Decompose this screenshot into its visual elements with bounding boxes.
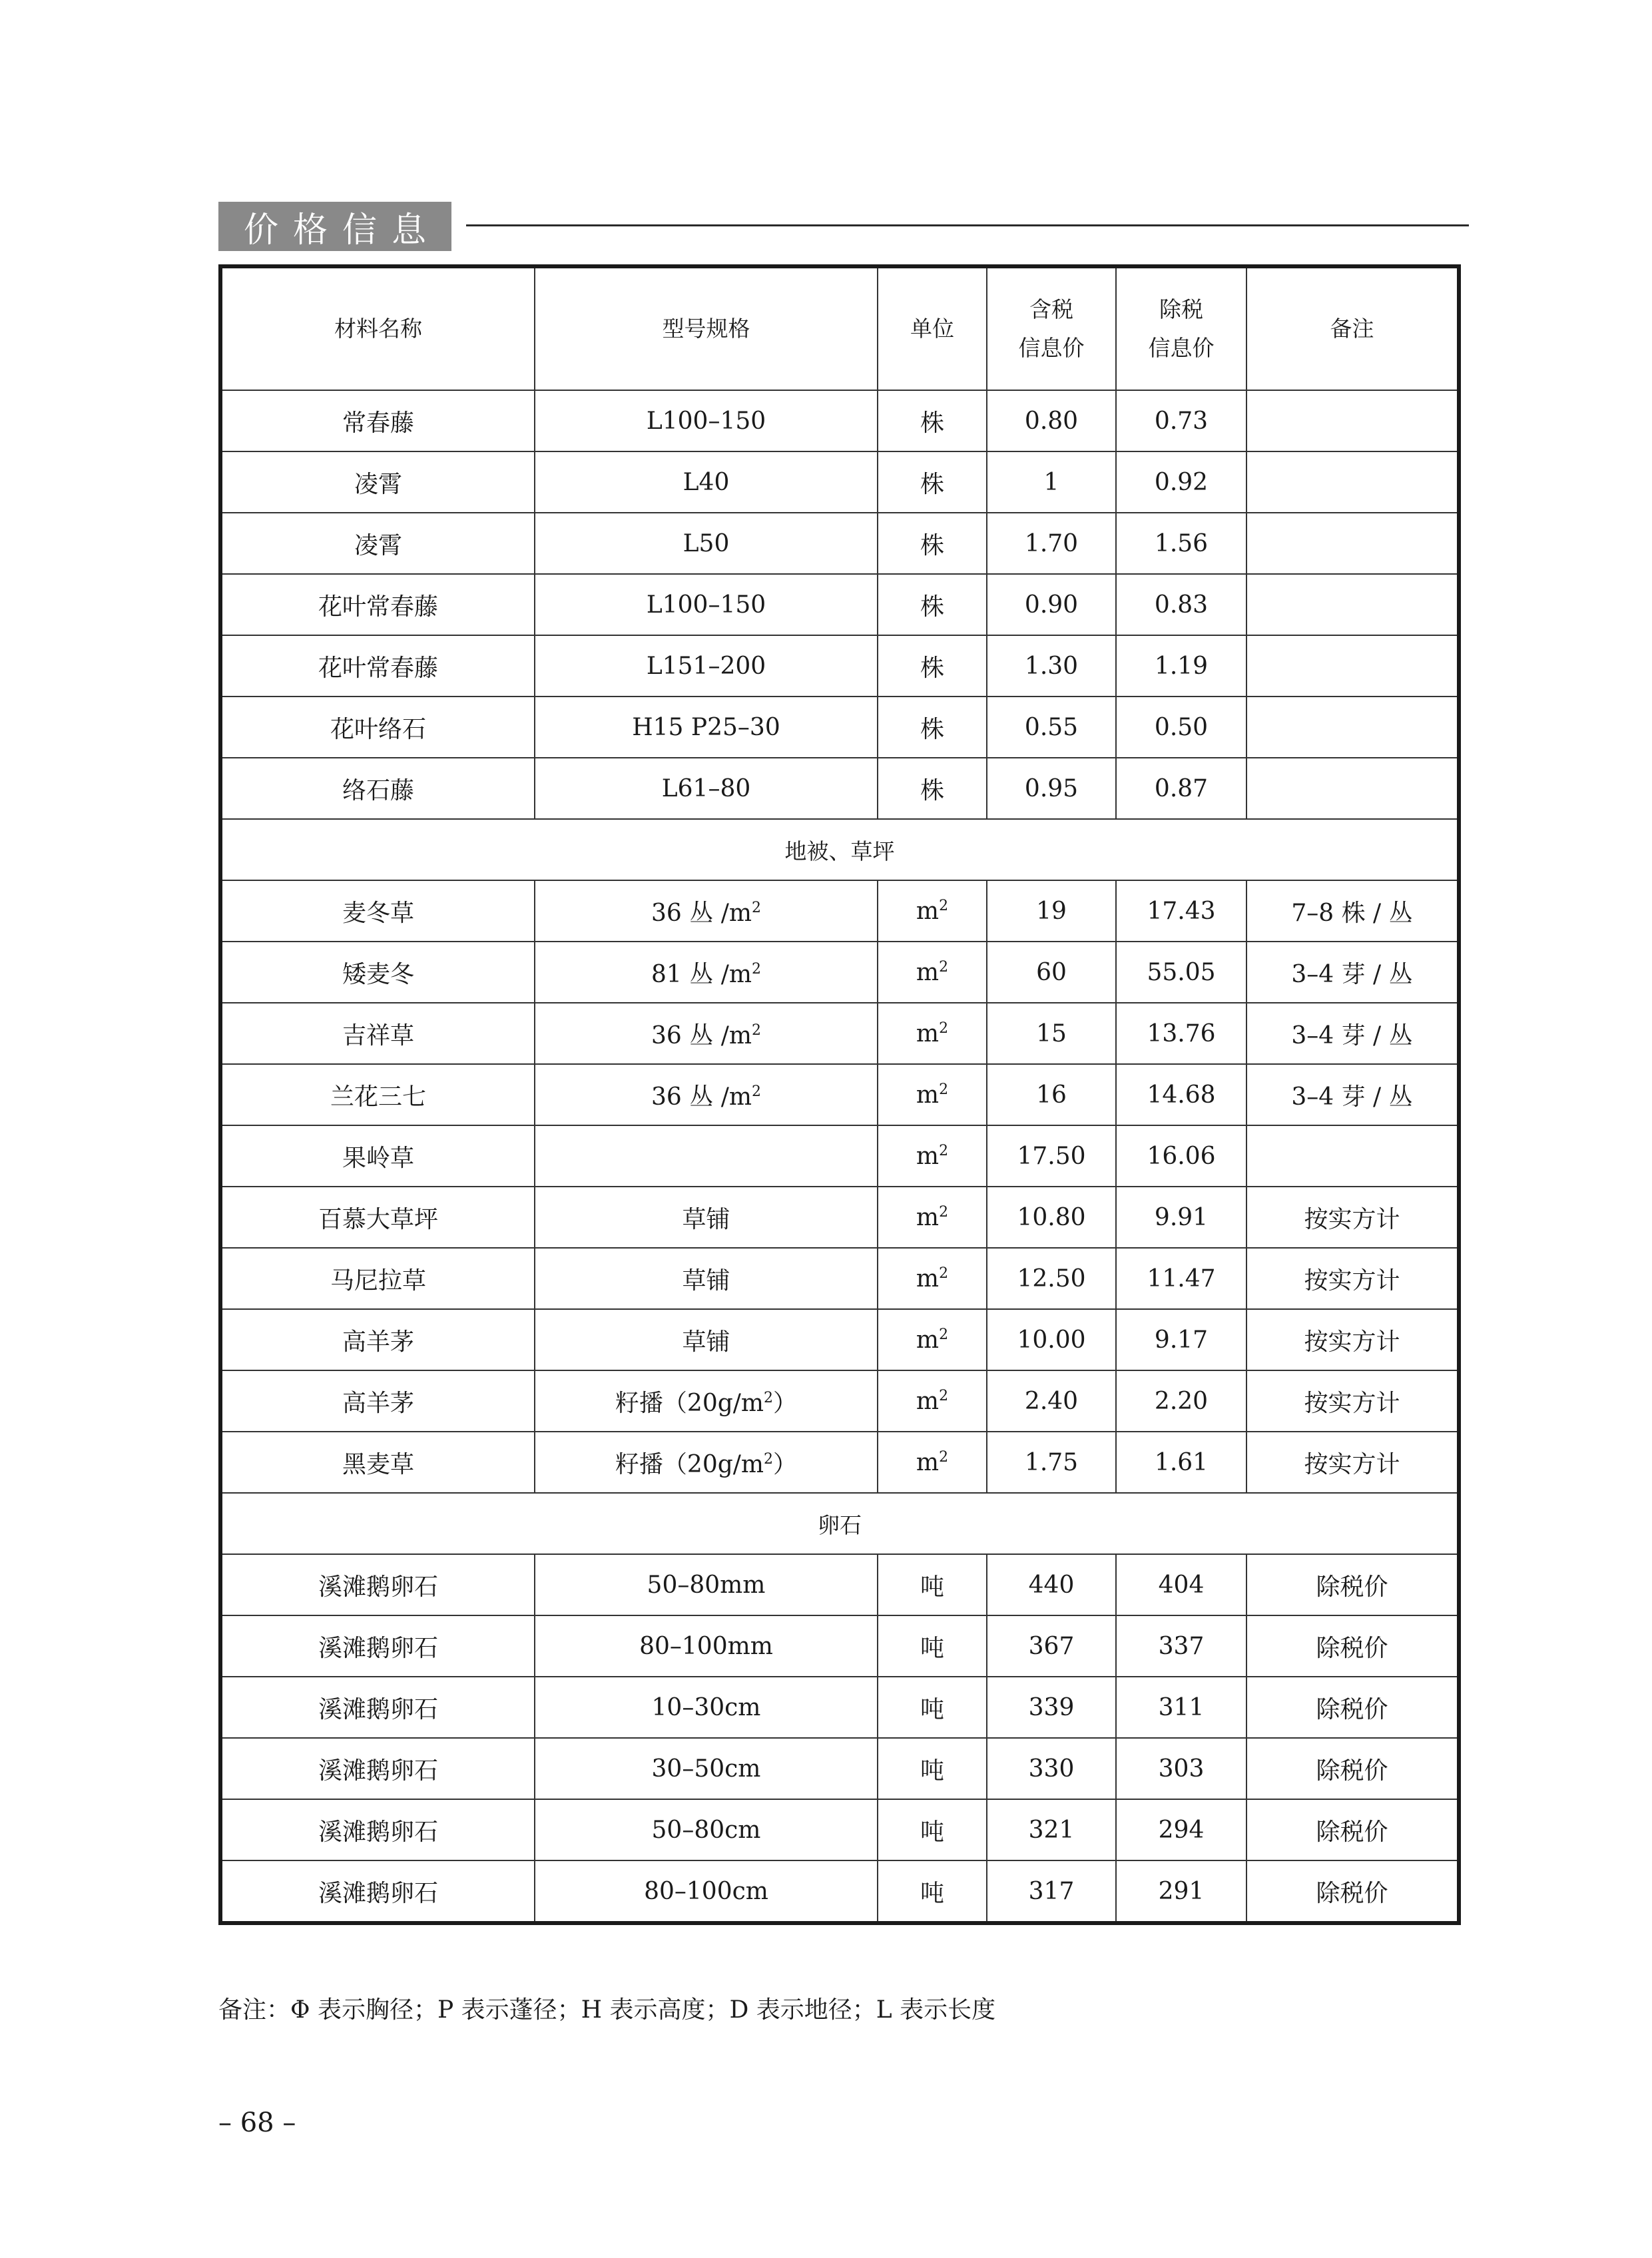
cell-unit-text: m: [916, 1326, 940, 1354]
cell-spec-text: 草铺: [682, 1328, 730, 1356]
table-row: [220, 574, 1459, 635]
cell-tax-included-price: 2.40: [987, 1370, 1116, 1432]
col-header-spec: 型号规格: [535, 266, 878, 390]
cell-tax-excluded-price: 311: [1116, 1677, 1246, 1738]
cell-spec: [535, 1615, 878, 1677]
cell-spec-text: 10–30cm: [651, 1693, 761, 1721]
cell-tax-excluded-price: 11.47: [1116, 1248, 1246, 1309]
cell-name: 百慕大草坪: [220, 1187, 535, 1248]
cell-unit-superscript: 2: [939, 1081, 949, 1098]
cell-tax-excluded-price: 1.61: [1116, 1432, 1246, 1493]
cell-spec-superscript: 2: [764, 1389, 774, 1406]
table-row: [220, 1799, 1459, 1860]
table-row: [220, 697, 1459, 758]
table-row: [220, 1860, 1459, 1923]
cell-spec: [535, 1248, 878, 1309]
cell-remark: 除税价: [1246, 1799, 1459, 1860]
cell-tax-excluded-price: 2.20: [1116, 1370, 1246, 1432]
cell-unit: [878, 1003, 987, 1064]
cell-unit-text: 株: [920, 593, 944, 621]
cell-unit: [878, 1677, 987, 1738]
section-heading-pebbles: 卵石: [220, 1493, 1459, 1554]
cell-spec-text: 36 丛 /m: [651, 1083, 752, 1111]
cell-unit-text: m: [916, 958, 940, 986]
cell-unit-text: m: [916, 1448, 940, 1476]
cell-spec-text: L40: [683, 468, 730, 496]
cell-tax-included-price: 317: [987, 1860, 1116, 1923]
header-rule: [466, 224, 1469, 226]
cell-spec: [535, 880, 878, 942]
cell-remark: [1246, 697, 1459, 758]
cell-spec-text: 草铺: [682, 1205, 730, 1233]
cell-remark: 按实方计: [1246, 1432, 1459, 1493]
table-row: [220, 1370, 1459, 1432]
cell-unit: [878, 758, 987, 819]
cell-tax-included-price: 440: [987, 1554, 1116, 1615]
col-header-tax-included-line1: 含税: [1029, 296, 1073, 322]
cell-name: 高羊茅: [220, 1309, 535, 1370]
cell-tax-excluded-price: 337: [1116, 1615, 1246, 1677]
cell-name: 溪滩鹅卵石: [220, 1677, 535, 1738]
cell-name: 溪滩鹅卵石: [220, 1738, 535, 1799]
table-row: [220, 1615, 1459, 1677]
cell-spec: [535, 1738, 878, 1799]
cell-remark: 按实方计: [1246, 1370, 1459, 1432]
cell-name: 矮麦冬: [220, 942, 535, 1003]
cell-unit-superscript: 2: [939, 1265, 949, 1282]
cell-unit-text: m: [916, 1265, 940, 1292]
table-body: [220, 390, 1459, 1923]
cell-unit-text: 株: [920, 531, 944, 559]
cell-tax-included-price: 19: [987, 880, 1116, 942]
cell-remark: [1246, 574, 1459, 635]
cell-tax-included-price: 0.80: [987, 390, 1116, 451]
cell-unit-text: 吨: [920, 1634, 944, 1662]
cell-remark: 3–4 芽 / 丛: [1246, 942, 1459, 1003]
cell-spec-text: 草铺: [682, 1267, 730, 1294]
cell-spec-text: 81 丛 /m: [651, 960, 752, 988]
cell-remark: [1246, 390, 1459, 451]
cell-remark: 3–4 芽 / 丛: [1246, 1064, 1459, 1125]
cell-spec-superscript: 2: [751, 1083, 761, 1100]
cell-tax-included-price: 12.50: [987, 1248, 1116, 1309]
col-header-tax-excluded-line1: 除税: [1159, 296, 1203, 322]
cell-tax-excluded-price: 17.43: [1116, 880, 1246, 942]
cell-tax-excluded-price: 291: [1116, 1860, 1246, 1923]
cell-spec-superscript: 2: [764, 1450, 774, 1468]
cell-name: 马尼拉草: [220, 1248, 535, 1309]
cell-spec-text: L61–80: [661, 774, 751, 802]
col-header-tax-included-line2: 信息价: [1018, 335, 1085, 361]
cell-spec: [535, 1309, 878, 1370]
cell-tax-included-price: 10.80: [987, 1187, 1116, 1248]
cell-spec-text: L151–200: [646, 652, 766, 680]
cell-tax-excluded-price: 9.17: [1116, 1309, 1246, 1370]
table-row: [220, 1309, 1459, 1370]
cell-remark: 7–8 株 / 丛: [1246, 880, 1459, 942]
cell-tax-excluded-price: 1.19: [1116, 635, 1246, 697]
cell-unit-text: m: [916, 897, 940, 925]
table-row: [220, 1187, 1459, 1248]
cell-spec: [535, 1064, 878, 1125]
cell-tax-included-price: 17.50: [987, 1125, 1116, 1187]
section-row: [220, 1493, 1459, 1554]
cell-spec-text: L100–150: [646, 591, 766, 619]
cell-spec-text: L50: [683, 529, 730, 557]
cell-unit-text: m: [916, 1081, 940, 1109]
cell-spec-text: 50–80cm: [651, 1816, 761, 1844]
cell-spec-text: 30–50cm: [651, 1755, 761, 1783]
cell-spec-text: 50–80mm: [647, 1571, 766, 1599]
cell-unit: [878, 1187, 987, 1248]
table-row: [220, 1248, 1459, 1309]
table-row: [220, 1677, 1459, 1738]
table-row: [220, 390, 1459, 451]
cell-unit-superscript: 2: [939, 1326, 949, 1343]
cell-tax-included-price: 15: [987, 1003, 1116, 1064]
col-header-tax-included: [987, 266, 1116, 390]
cell-tax-excluded-price: 1.56: [1116, 513, 1246, 574]
cell-name: 溪滩鹅卵石: [220, 1554, 535, 1615]
col-header-unit: 单位: [878, 266, 987, 390]
cell-tax-included-price: 1: [987, 451, 1116, 513]
cell-unit-text: 株: [920, 409, 944, 437]
cell-spec: [535, 1125, 878, 1187]
cell-unit-text: m: [916, 1387, 940, 1415]
cell-tax-excluded-price: 16.06: [1116, 1125, 1246, 1187]
cell-name: 高羊茅: [220, 1370, 535, 1432]
cell-unit-superscript: 2: [939, 1019, 949, 1037]
col-header-tax-excluded: [1116, 266, 1246, 390]
cell-spec: [535, 390, 878, 451]
cell-unit: [878, 1615, 987, 1677]
cell-spec: [535, 635, 878, 697]
cell-unit: [878, 1554, 987, 1615]
section-heading-groundcover: 地被、草坪: [220, 819, 1459, 880]
cell-tax-included-price: 10.00: [987, 1309, 1116, 1370]
cell-spec: [535, 1554, 878, 1615]
cell-unit-text: 吨: [920, 1818, 944, 1846]
cell-spec-tail: ）: [773, 1450, 798, 1478]
cell-unit: [878, 1738, 987, 1799]
cell-unit: [878, 880, 987, 942]
cell-name: 溪滩鹅卵石: [220, 1799, 535, 1860]
cell-tax-included-price: 321: [987, 1799, 1116, 1860]
cell-spec-superscript: 2: [751, 1021, 761, 1039]
cell-unit-text: m: [916, 1203, 940, 1231]
table-header-row: [220, 266, 1459, 390]
cell-spec: [535, 697, 878, 758]
table-row: [220, 451, 1459, 513]
cell-remark: [1246, 451, 1459, 513]
cell-spec: [535, 942, 878, 1003]
cell-remark: [1246, 758, 1459, 819]
cell-name: 花叶常春藤: [220, 635, 535, 697]
footnote: 备注：Φ 表示胸径；P 表示蓬径；H 表示高度；D 表示地径；L 表示长度: [218, 1996, 996, 2024]
table-row: [220, 880, 1459, 942]
cell-unit-text: 吨: [920, 1879, 944, 1907]
section-title: 价格信息: [243, 210, 441, 250]
cell-spec: [535, 513, 878, 574]
cell-spec: [535, 1860, 878, 1923]
cell-tax-included-price: 60: [987, 942, 1116, 1003]
col-header-remark: 备注: [1246, 266, 1459, 390]
cell-remark: 除税价: [1246, 1860, 1459, 1923]
cell-tax-included-price: 0.95: [987, 758, 1116, 819]
cell-spec: [535, 574, 878, 635]
cell-name: 花叶常春藤: [220, 574, 535, 635]
section-row: [220, 819, 1459, 880]
cell-unit-text: m: [916, 1142, 940, 1170]
cell-tax-excluded-price: 0.87: [1116, 758, 1246, 819]
cell-remark: 除税价: [1246, 1677, 1459, 1738]
cell-unit: [878, 1799, 987, 1860]
cell-unit: [878, 1125, 987, 1187]
cell-spec-text: H15 P25–30: [632, 713, 780, 741]
table-row: [220, 635, 1459, 697]
cell-remark: 除税价: [1246, 1554, 1459, 1615]
cell-tax-included-price: 0.90: [987, 574, 1116, 635]
cell-name: 常春藤: [220, 390, 535, 451]
table-row: [220, 758, 1459, 819]
cell-unit: [878, 1064, 987, 1125]
table-row: [220, 1738, 1459, 1799]
cell-spec-superscript: 2: [751, 899, 761, 916]
cell-tax-excluded-price: 14.68: [1116, 1064, 1246, 1125]
cell-unit: [878, 635, 987, 697]
cell-remark: [1246, 1125, 1459, 1187]
cell-spec: [535, 1187, 878, 1248]
cell-spec-text: 36 丛 /m: [651, 899, 752, 927]
cell-name: 凌霄: [220, 513, 535, 574]
table-row: [220, 1003, 1459, 1064]
cell-tax-excluded-price: 0.73: [1116, 390, 1246, 451]
cell-unit: [878, 1309, 987, 1370]
cell-name: 黑麦草: [220, 1432, 535, 1493]
cell-unit-superscript: 2: [939, 1142, 949, 1159]
cell-tax-included-price: 1.70: [987, 513, 1116, 574]
cell-unit-superscript: 2: [939, 958, 949, 976]
cell-name: 吉祥草: [220, 1003, 535, 1064]
cell-tax-included-price: 1.75: [987, 1432, 1116, 1493]
cell-name: 麦冬草: [220, 880, 535, 942]
cell-tax-excluded-price: 55.05: [1116, 942, 1246, 1003]
page-number: – 68 –: [218, 2108, 296, 2138]
cell-tax-included-price: 1.30: [987, 635, 1116, 697]
col-header-name: 材料名称: [220, 266, 535, 390]
cell-remark: 3–4 芽 / 丛: [1246, 1003, 1459, 1064]
section-title-bar: [218, 202, 451, 251]
cell-spec: [535, 1432, 878, 1493]
cell-tax-included-price: 367: [987, 1615, 1116, 1677]
cell-unit: [878, 697, 987, 758]
cell-spec: [535, 1003, 878, 1064]
cell-spec-text: 36 丛 /m: [651, 1021, 752, 1049]
cell-unit: [878, 513, 987, 574]
table-row: [220, 1432, 1459, 1493]
table-row: [220, 1064, 1459, 1125]
cell-unit: [878, 574, 987, 635]
cell-tax-included-price: 0.55: [987, 697, 1116, 758]
cell-tax-excluded-price: 0.92: [1116, 451, 1246, 513]
cell-tax-excluded-price: 0.50: [1116, 697, 1246, 758]
cell-spec: [535, 1370, 878, 1432]
cell-tax-excluded-price: 13.76: [1116, 1003, 1246, 1064]
cell-spec-tail: ）: [773, 1389, 798, 1417]
cell-unit: [878, 1432, 987, 1493]
cell-unit-superscript: 2: [939, 897, 949, 914]
cell-unit-superscript: 2: [939, 1387, 949, 1404]
cell-tax-included-price: 339: [987, 1677, 1116, 1738]
cell-spec: [535, 1677, 878, 1738]
cell-unit-text: 株: [920, 470, 944, 498]
cell-remark: [1246, 513, 1459, 574]
cell-unit-text: 株: [920, 654, 944, 682]
cell-spec-text: 籽播（20g/m: [615, 1389, 764, 1417]
cell-remark: 除税价: [1246, 1738, 1459, 1799]
cell-spec-text: L100–150: [646, 407, 766, 435]
cell-name: 兰花三七: [220, 1064, 535, 1125]
cell-unit-text: 吨: [920, 1695, 944, 1723]
cell-spec-text: 80–100cm: [644, 1877, 768, 1905]
cell-unit-superscript: 2: [939, 1448, 949, 1466]
cell-unit: [878, 390, 987, 451]
cell-remark: 按实方计: [1246, 1187, 1459, 1248]
cell-tax-included-price: 330: [987, 1738, 1116, 1799]
cell-unit-text: 吨: [920, 1757, 944, 1785]
cell-remark: 按实方计: [1246, 1248, 1459, 1309]
cell-tax-excluded-price: 9.91: [1116, 1187, 1246, 1248]
table-row: [220, 942, 1459, 1003]
cell-unit: [878, 1248, 987, 1309]
cell-unit-text: 株: [920, 715, 944, 743]
col-header-tax-excluded-line2: 信息价: [1148, 335, 1215, 361]
cell-tax-included-price: 16: [987, 1064, 1116, 1125]
cell-spec-text: 籽播（20g/m: [615, 1450, 764, 1478]
cell-unit-text: m: [916, 1019, 940, 1047]
cell-tax-excluded-price: 404: [1116, 1554, 1246, 1615]
cell-spec: [535, 1799, 878, 1860]
table-row: [220, 1554, 1459, 1615]
cell-name: 络石藤: [220, 758, 535, 819]
cell-spec: [535, 451, 878, 513]
cell-spec-superscript: 2: [751, 960, 761, 978]
cell-unit-text: 吨: [920, 1573, 944, 1601]
table-row: [220, 1125, 1459, 1187]
cell-unit: [878, 451, 987, 513]
cell-name: 溪滩鹅卵石: [220, 1860, 535, 1923]
cell-tax-excluded-price: 303: [1116, 1738, 1246, 1799]
cell-name: 花叶络石: [220, 697, 535, 758]
cell-tax-excluded-price: 294: [1116, 1799, 1246, 1860]
cell-name: 果岭草: [220, 1125, 535, 1187]
cell-unit-superscript: 2: [939, 1203, 949, 1221]
table-row: [220, 513, 1459, 574]
cell-remark: [1246, 635, 1459, 697]
cell-remark: 按实方计: [1246, 1309, 1459, 1370]
cell-unit-text: 株: [920, 776, 944, 804]
cell-name: 凌霄: [220, 451, 535, 513]
cell-unit: [878, 942, 987, 1003]
cell-remark: 除税价: [1246, 1615, 1459, 1677]
cell-name: 溪滩鹅卵石: [220, 1615, 535, 1677]
cell-spec: [535, 758, 878, 819]
cell-tax-excluded-price: 0.83: [1116, 574, 1246, 635]
price-table: [218, 264, 1461, 1925]
cell-unit: [878, 1370, 987, 1432]
cell-spec-text: 80–100mm: [639, 1632, 773, 1660]
cell-unit: [878, 1860, 987, 1923]
